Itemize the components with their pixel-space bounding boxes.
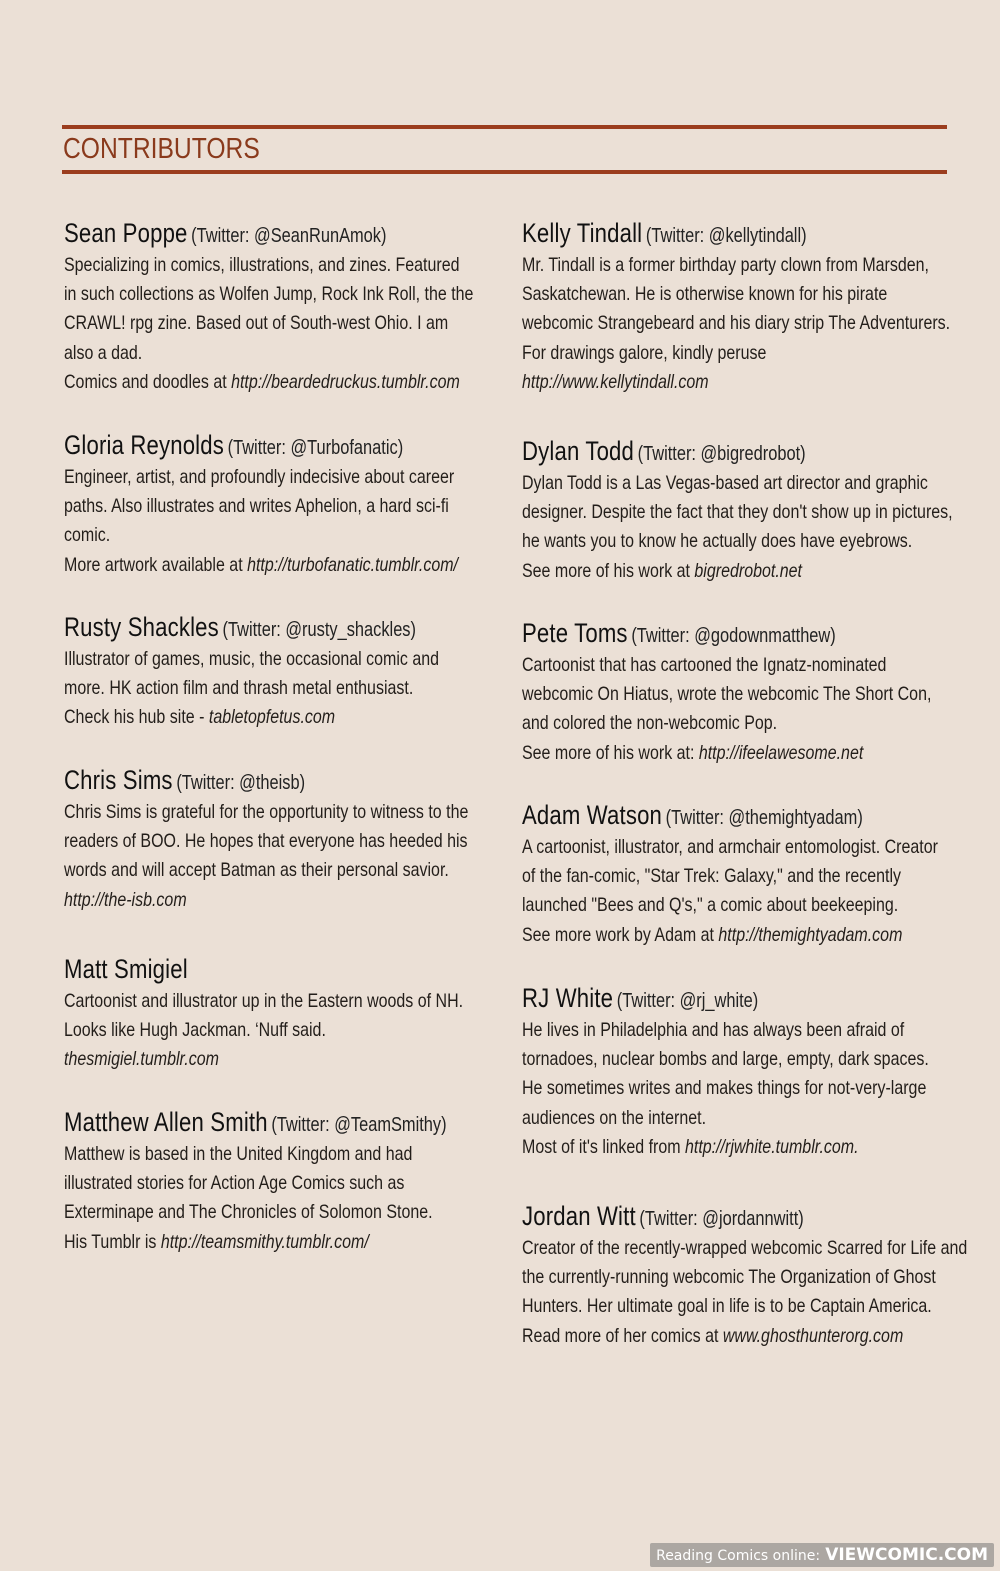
bio-line: [64, 1198, 490, 1227]
bio-text: Mr. Tindall is a former birthday party clown from Marsden,: [522, 254, 930, 276]
contributor-name: Kelly Tindall: [522, 218, 643, 248]
contributor-link[interactable]: bigredrobot.net: [694, 559, 802, 582]
bio-line: [64, 1228, 490, 1257]
bio-text: For drawings galore, kindly peruse: [522, 341, 767, 364]
contributor-name: Jordan Witt: [522, 1201, 636, 1231]
contributor-bio: [522, 469, 953, 586]
bio-text: webcomic On Hiatus, wrote the webcomic The Short Con,: [522, 683, 932, 706]
contributor-bio: [64, 645, 490, 733]
bio-line: [64, 798, 490, 827]
contributor-bio: [64, 251, 490, 397]
contributor-heading: [64, 218, 490, 251]
bio-line: [522, 1133, 948, 1162]
contributor-twitter: (Twitter: @SeanRunAmok): [191, 225, 387, 247]
bio-line: [522, 280, 948, 309]
bio-text: Creator of the recently-wrapped webcomic Scarred for Life and: [522, 1237, 968, 1259]
bio-text: webcomic Strangebeard and his diary strip The Adventurers.: [522, 312, 951, 335]
contributor-heading: [64, 765, 490, 798]
watermark-prefix: Reading Comics online:: [656, 1548, 821, 1564]
contributor-twitter: (Twitter: @bigredrobot): [637, 443, 806, 465]
bio-line: [522, 557, 948, 586]
contributor-link[interactable]: http://teamsmithy.tumblr.com/: [160, 1230, 369, 1253]
contributor-heading: [522, 800, 948, 833]
header-rule-bottom: [62, 170, 947, 174]
contributor-twitter: (Twitter: @theisb): [176, 772, 306, 794]
contributor-heading: [64, 430, 490, 463]
bio-text: designer. Despite the fact that they don't show up in pictures,: [522, 501, 953, 524]
bio-text: More artwork available at: [64, 553, 248, 576]
contributor-entry: [522, 218, 1000, 397]
bio-line: [522, 833, 948, 862]
contributor-heading: [64, 1107, 490, 1140]
contributor-twitter: (Twitter: @jordannwitt): [639, 1208, 804, 1230]
contributor-twitter: (Twitter: @rusty_shackles): [222, 619, 416, 641]
bio-line: [64, 1016, 490, 1045]
contributor-heading: [522, 983, 948, 1016]
bio-line: [522, 709, 948, 738]
bio-text: Chris Sims is grateful for the opportunity to witness to the: [64, 801, 469, 823]
contributor-twitter: (Twitter: @Turbofanatic): [227, 437, 404, 459]
bio-text: Dylan Todd is a Las Vegas-based art director and graphic: [522, 472, 928, 494]
bio-text: See more work by Adam at: [522, 923, 719, 946]
bio-line: [64, 339, 490, 368]
contributor-link[interactable]: http://beardedruckus.tumblr.com: [231, 370, 460, 393]
bio-line: [522, 1104, 948, 1133]
contributor-bio: [64, 798, 490, 915]
bio-text: Saskatchewan. He is otherwise known for his pirate: [522, 283, 888, 306]
contributor-entry: [522, 1201, 1000, 1351]
contributor-link[interactable]: http://themightyadam.com: [718, 923, 903, 946]
bio-text: Hunters. Her ultimate goal in life is to be Captain America.: [522, 1295, 932, 1318]
bio-text: of the fan-comic, "Star Trek: Galaxy," and the recently: [522, 865, 901, 888]
bio-text: Matthew is based in the United Kingdom and had: [64, 1143, 413, 1165]
contributor-entry: [64, 430, 584, 580]
bio-line: [522, 527, 948, 556]
bio-line: [64, 251, 490, 280]
bio-text: See more of his work at: [522, 559, 695, 582]
bio-line: [64, 703, 490, 732]
bio-text: comic.: [64, 524, 111, 547]
contributor-link[interactable]: http://ifeelawesome.net: [698, 741, 864, 764]
bio-line: [64, 463, 490, 492]
contributor-name: Rusty Shackles: [64, 612, 219, 642]
bio-line: [522, 1045, 948, 1074]
bio-text: Illustrator of games, music, the occasional comic and: [64, 648, 440, 670]
bio-line: [522, 739, 948, 768]
bio-line: [522, 1074, 948, 1103]
bio-text: tornadoes, nuclear bombs and large, empty, dark spaces.: [522, 1048, 929, 1071]
bio-line: [64, 674, 490, 703]
bio-text: He sometimes writes and makes things for not-very-large: [522, 1077, 927, 1100]
contributor-name: Gloria Reynolds: [64, 430, 224, 460]
bio-text: Read more of her comics at: [522, 1324, 723, 1347]
bio-text: Most of it's linked from: [522, 1135, 686, 1158]
contributor-entry: [522, 800, 1000, 950]
bio-text: readers of BOO. He hopes that everyone has heeded his: [64, 830, 468, 853]
contributor-bio: [64, 463, 490, 580]
bio-line: [522, 469, 948, 498]
bio-line: [64, 551, 490, 580]
contributor-name: RJ White: [522, 983, 614, 1013]
bio-text: also a dad.: [64, 341, 143, 364]
bio-text: paths. Also illustrates and writes Aphelion, a hard sci-fi: [64, 495, 449, 518]
bio-line: [522, 251, 948, 280]
contributor-link[interactable]: http://rjwhite.tumblr.com.: [685, 1135, 859, 1158]
bio-text: the currently-running webcomic The Organization of Ghost: [522, 1266, 936, 1289]
bio-line: [64, 492, 490, 521]
contributor-bio: [522, 833, 948, 950]
contributor-name: Chris Sims: [64, 765, 173, 795]
bio-line: [522, 680, 948, 709]
contributor-name: Dylan Todd: [522, 436, 635, 466]
bio-text: CRAWL! rpg zine. Based out of South-west Ohio. I am: [64, 312, 449, 335]
bio-text: launched "Bees and Q's," a comic about beekeeping.: [522, 894, 899, 917]
bio-text: Comics and doodles at: [64, 370, 232, 393]
contributor-link[interactable]: tabletopfetus.com: [208, 706, 336, 729]
bio-text: in such collections as Wolfen Jump, Rock Ink Roll, the the: [64, 283, 474, 306]
watermark-site: VIEWCOMIC.COM: [825, 1545, 988, 1565]
bio-text: Specializing in comics, illustrations, and zines. Featured: [64, 254, 460, 276]
contributor-heading: [64, 954, 490, 987]
bio-line: [522, 339, 948, 368]
bio-line: [522, 1263, 948, 1292]
bio-text: audiences on the internet.: [522, 1106, 707, 1129]
contributor-name: Sean Poppe: [64, 218, 188, 248]
bio-line: [522, 1234, 968, 1263]
bio-text: Engineer, artist, and profoundly indecisive about career: [64, 466, 455, 488]
contributor-twitter: (Twitter: @kellytindall): [645, 225, 807, 247]
contributor-entry: [522, 618, 1000, 768]
bio-line: [522, 891, 948, 920]
bio-line: [64, 987, 490, 1016]
section-title: CONTRIBUTORS: [63, 133, 260, 165]
contributor-heading: [522, 436, 948, 469]
contributor-name: Adam Watson: [522, 800, 663, 830]
bio-line: [522, 1016, 948, 1045]
contributor-entry: [64, 954, 584, 1075]
bio-text: See more of his work at:: [522, 741, 699, 764]
bio-line: [64, 645, 490, 674]
contributor-entry: [64, 1107, 584, 1257]
bio-line: [64, 521, 490, 550]
bio-line: [522, 498, 953, 527]
contributor-link[interactable]: thesmigiel.tumblr.com: [64, 1048, 219, 1071]
contributor-bio: [522, 651, 948, 768]
bio-text: A cartoonist, illustrator, and armchair entomologist. Creator: [522, 836, 938, 858]
bio-line: [64, 1045, 490, 1074]
watermark: [650, 1543, 994, 1567]
contributor-heading: [522, 218, 948, 251]
bio-line: [64, 827, 490, 856]
bio-line: [522, 862, 948, 891]
contributor-heading: [522, 618, 948, 651]
header-rule-top: [62, 125, 947, 129]
contributor-link[interactable]: http://turbofanatic.tumblr.com/: [247, 553, 459, 576]
bio-text: and colored the non-webcomic Pop.: [522, 712, 778, 735]
contributor-bio: [522, 251, 951, 397]
contributor-name: Matthew Allen Smith: [64, 1107, 268, 1137]
bio-text: more. HK action film and thrash metal enthusiast.: [64, 677, 414, 700]
contributor-bio: [522, 1016, 948, 1162]
contributor-entry: [522, 436, 1000, 586]
contributor-heading: [64, 612, 490, 645]
contributor-link[interactable]: http://the-isb.com: [64, 888, 187, 911]
contributor-name: Pete Toms: [522, 618, 628, 648]
bio-text: words and will accept Batman as their personal savior.: [64, 859, 449, 882]
bio-text: He lives in Philadelphia and has always been afraid of: [522, 1019, 905, 1041]
bio-line: [64, 280, 490, 309]
contributor-entry: [64, 765, 584, 915]
contributor-twitter: (Twitter: @rj_white): [616, 990, 759, 1012]
contributor-heading: [522, 1201, 948, 1234]
bio-line: [64, 309, 490, 338]
bio-line: [522, 368, 948, 397]
bio-text: Cartoonist and illustrator up in the Eastern woods of NH.: [64, 990, 464, 1012]
contributor-twitter: (Twitter: @themightyadam): [665, 807, 863, 829]
bio-line: [64, 856, 490, 885]
contributor-bio: [522, 1234, 968, 1351]
contributor-twitter: (Twitter: @TeamSmithy): [271, 1114, 447, 1136]
bio-text: Check his hub site -: [64, 706, 209, 729]
bio-line: [522, 1322, 948, 1351]
bio-line: [522, 651, 948, 680]
contributor-bio: [64, 987, 490, 1075]
contributor-link[interactable]: www.ghosthunterorg.com: [722, 1324, 904, 1347]
bio-text: he wants you to know he actually does have eyebrows.: [522, 530, 913, 553]
bio-text: Looks like Hugh Jackman. ‘Nuff said.: [64, 1019, 326, 1042]
contributor-entry: [522, 983, 1000, 1162]
bio-text: His Tumblr is: [64, 1230, 161, 1253]
bio-line: [522, 921, 948, 950]
contributor-bio: [64, 1140, 490, 1257]
bio-text: Cartoonist that has cartooned the Ignatz-nominated: [522, 654, 887, 676]
bio-text: Exterminape and The Chronicles of Solomon Stone.: [64, 1201, 433, 1224]
bio-line: [64, 886, 490, 915]
bio-line: [64, 1169, 490, 1198]
contributor-entry: [64, 218, 584, 397]
bio-line: [522, 1292, 948, 1321]
contributor-twitter: (Twitter: @godownmatthew): [631, 625, 836, 647]
contributor-name: Matt Smigiel: [64, 954, 188, 984]
contributor-link[interactable]: http://www.kellytindall.com: [522, 370, 709, 393]
bio-line: [522, 309, 951, 338]
bio-text: illustrated stories for Action Age Comics such as: [64, 1172, 405, 1195]
bio-line: [64, 1140, 490, 1169]
bio-line: [64, 368, 490, 397]
contributor-entry: [64, 612, 584, 733]
